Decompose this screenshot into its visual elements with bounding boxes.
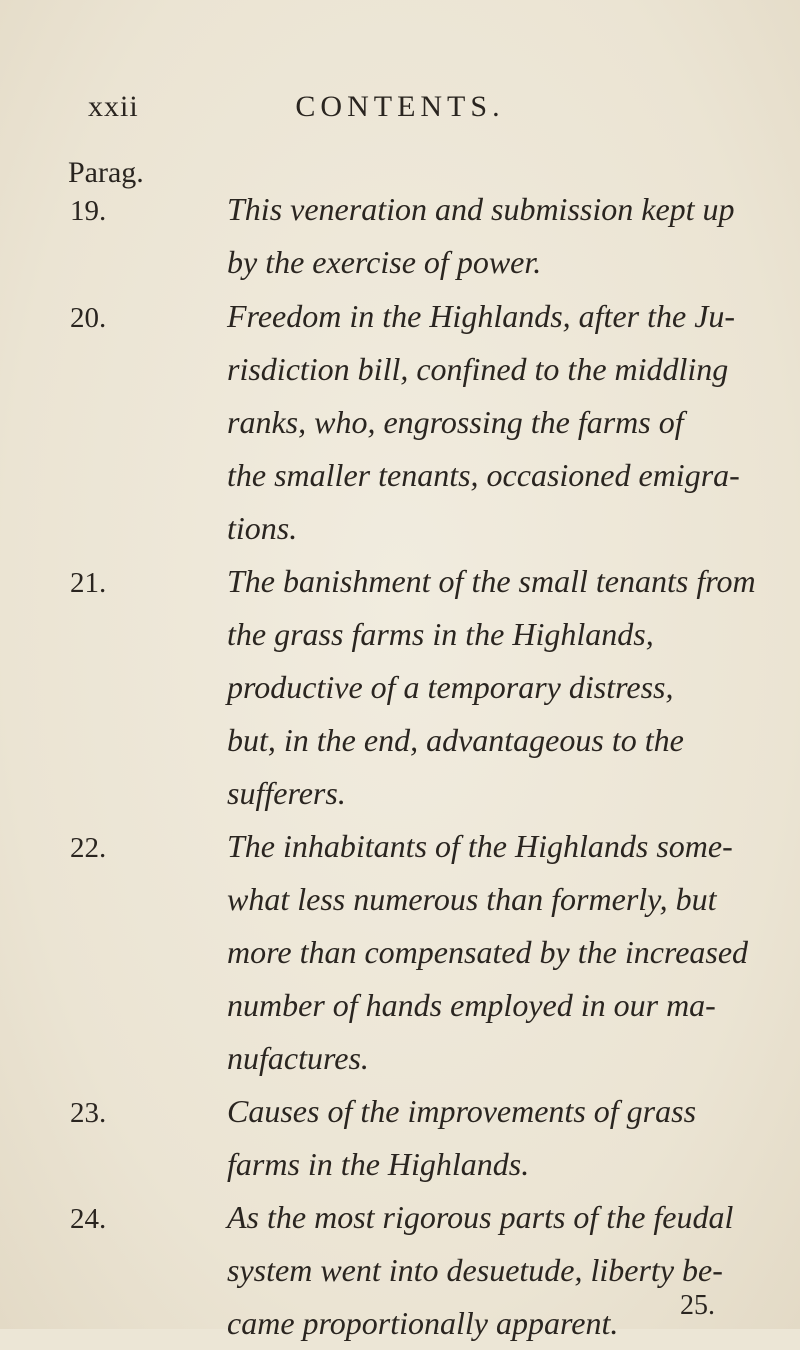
entry-line: Causes of the improvements of grass: [227, 1093, 697, 1129]
entry-line: The banishment of the small tenants from: [227, 563, 756, 599]
entry-line: farms in the Highlands.: [227, 1146, 530, 1182]
entry-number: 23.: [70, 1097, 107, 1129]
entry-text: [227, 1191, 757, 1350]
entry-number: 20.: [70, 302, 107, 334]
entry-line: nufactures.: [227, 1040, 369, 1076]
entry-line: productive of a temporary distress,: [227, 669, 674, 705]
entry-line: The inhabitants of the Highlands some-: [227, 828, 733, 864]
entry-text: [227, 555, 757, 820]
entry-line: tions.: [227, 510, 298, 546]
entry-line: what less numerous than formerly, but: [227, 881, 717, 917]
entry-text: [227, 820, 757, 1085]
entry-line: As the most rigorous parts of the feudal: [227, 1199, 734, 1235]
entry-text: [227, 290, 757, 555]
entry-line: came proportionally apparent.: [227, 1305, 619, 1341]
entry-line: ranks, who, engrossing the farms of: [227, 404, 684, 440]
entry-line: system went into desuetude, liberty be-: [227, 1252, 723, 1288]
paragraph-column-label: Parag.: [68, 156, 144, 189]
entry-line: risdiction bill, confined to the middling: [227, 351, 729, 387]
entry-line: the grass farms in the Highlands,: [227, 616, 654, 652]
entry-line: Freedom in the Highlands, after the Ju-: [227, 298, 736, 334]
entry-line: number of hands employed in our ma-: [227, 987, 716, 1023]
entry-line: This veneration and submission kept up: [227, 191, 735, 227]
entry-line: sufferers.: [227, 775, 346, 811]
entry-line: by the exercise of power.: [227, 244, 542, 280]
entry-text: [227, 183, 757, 289]
page-number: xxii: [88, 90, 139, 123]
entry-line: the smaller tenants, occasioned emigra-: [227, 457, 740, 493]
entry-line: more than compensated by the increased: [227, 934, 749, 970]
entry-number: 19.: [70, 195, 107, 227]
entry-line: but, in the end, advantageous to the: [227, 722, 684, 758]
entry-number: 21.: [70, 567, 107, 599]
entry-number: 24.: [70, 1203, 107, 1235]
entry-text: [227, 1085, 757, 1191]
running-head: CONTENTS.: [295, 90, 505, 123]
catchword: 25.: [680, 1290, 715, 1321]
entry-number: 22.: [70, 832, 107, 864]
